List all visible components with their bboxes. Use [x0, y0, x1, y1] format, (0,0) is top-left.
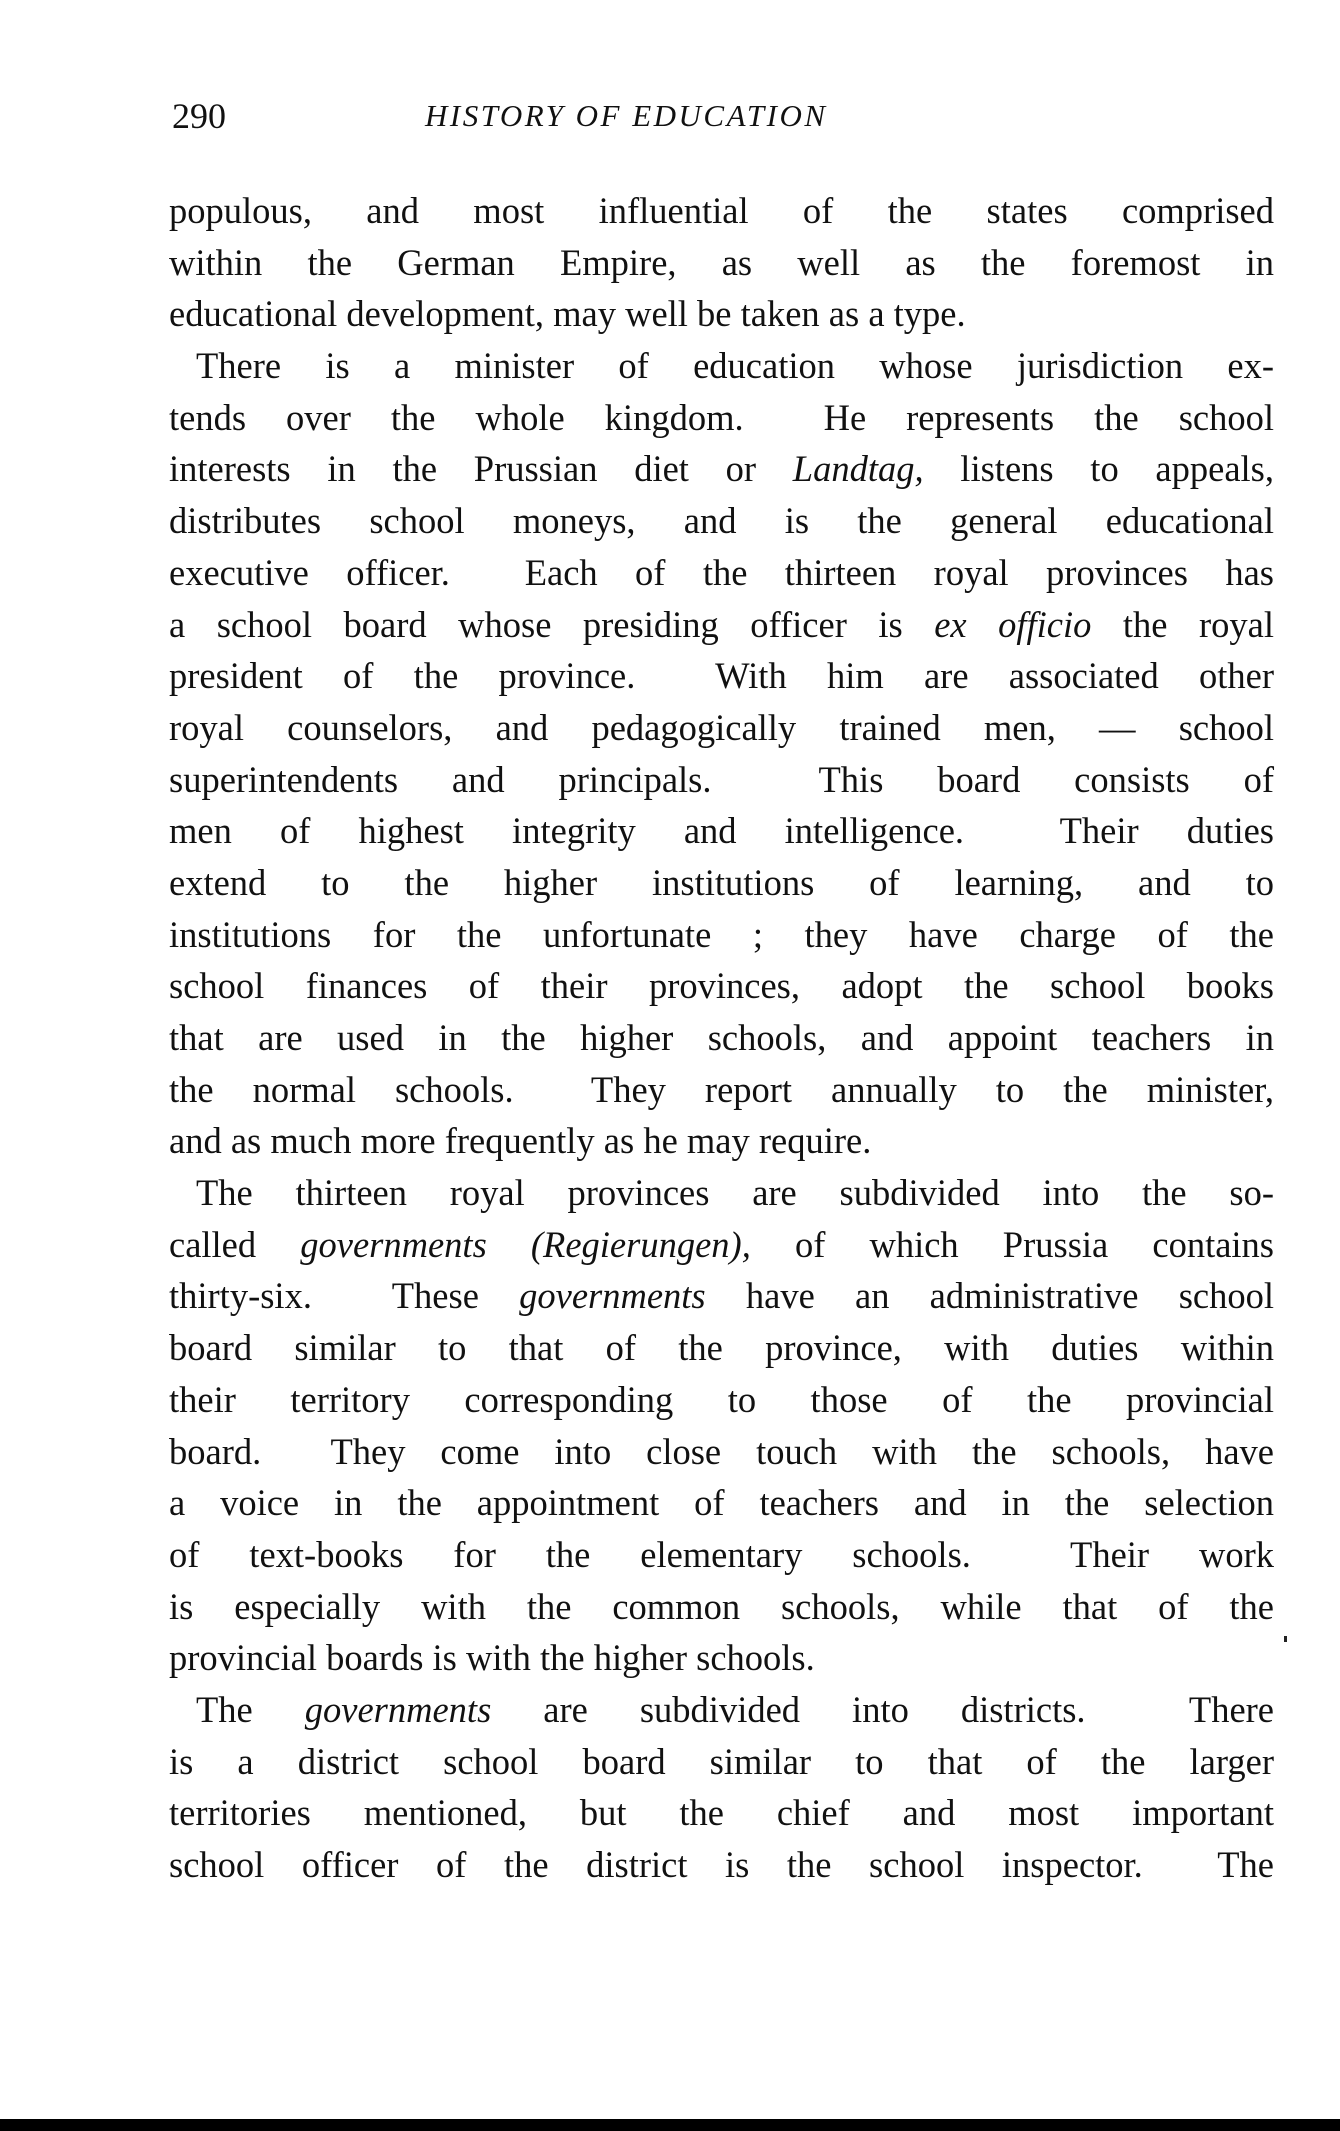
text-segment: their territory corresponding to those of the provincial [169, 1378, 1274, 1420]
text-line [169, 340, 1274, 392]
text-segment: school officer of the district is the school inspector. The [169, 1844, 1274, 1885]
scan-speck [1284, 1636, 1287, 1642]
italic-text: governments (Regierungen), [300, 1223, 751, 1265]
text-segment: interests in the Prussian diet or [169, 448, 793, 490]
italic-text: Landtag, [792, 448, 924, 490]
italic-text: ex officio [934, 603, 1092, 645]
text-line [169, 805, 1274, 857]
text-line [169, 857, 1274, 909]
text-segment: populous, and most influential of the states comprised [169, 190, 1274, 231]
text-segment: called [169, 1223, 301, 1265]
text-segment: are subdivided into districts. There [491, 1688, 1275, 1730]
text-segment: and as much more frequently as he may require. [169, 1120, 872, 1162]
text-line [169, 443, 1274, 495]
text-line [169, 1064, 1274, 1116]
text-line [169, 288, 1274, 340]
text-line [169, 1477, 1274, 1529]
text-segment: the normal schools. They report annually to the minister, [169, 1068, 1274, 1110]
text-line [169, 754, 1274, 806]
text-segment: superintendents and principals. This board consists of [169, 758, 1274, 800]
text-segment: extend to the higher institutions of learning, and to [169, 861, 1274, 903]
scan-edge-bar [0, 2119, 1340, 2131]
text-line [169, 1012, 1274, 1064]
text-line [169, 1632, 1274, 1684]
text-line [169, 1529, 1274, 1581]
text-segment: territories mentioned, but the chief and most important [169, 1792, 1274, 1834]
text-line [169, 547, 1274, 599]
text-line [169, 1270, 1274, 1322]
text-line [169, 599, 1274, 651]
text-segment: The thirteen royal provinces are subdivided into the so- [196, 1172, 1274, 1214]
text-segment: school finances of their provinces, adopt the school books [169, 965, 1274, 1007]
running-title: HISTORY OF EDUCATION [425, 98, 828, 133]
text-line [169, 960, 1274, 1012]
text-segment: educational development, may well be taken as a type. [169, 293, 966, 335]
text-segment: a voice in the appointment of teachers and in the selection [169, 1482, 1274, 1524]
italic-text: governments [304, 1688, 492, 1730]
text-line [169, 702, 1274, 754]
text-line [169, 1684, 1274, 1736]
text-line [169, 1374, 1274, 1426]
text-segment: board. They come into close touch with the schools, have [169, 1430, 1274, 1472]
text-line [169, 909, 1274, 961]
text-line [169, 1581, 1274, 1633]
text-segment: institutions for the unfortunate ; they have charge of the [169, 913, 1274, 955]
text-segment: The [196, 1688, 305, 1730]
text-line [169, 495, 1274, 547]
text-line [169, 1839, 1274, 1891]
text-segment: within the German Empire, as well as the foremost in [169, 241, 1274, 283]
text-line [169, 1167, 1274, 1219]
text-segment: the royal [1091, 603, 1274, 645]
text-segment: board similar to that of the province, with duties within [169, 1327, 1274, 1369]
text-segment: of text-books for the elementary schools. Their work [169, 1533, 1274, 1575]
body-text [169, 185, 1274, 1891]
text-segment: a school board whose presiding officer is [169, 603, 935, 645]
text-line [169, 1115, 1274, 1167]
text-segment: distributes school moneys, and is the general educational [169, 500, 1274, 542]
text-segment: provincial boards is with the higher schools. [169, 1637, 815, 1679]
text-line [169, 650, 1274, 702]
text-line [169, 1426, 1274, 1478]
text-line [169, 1736, 1274, 1788]
text-line [169, 1219, 1274, 1271]
text-segment: executive officer. Each of the thirteen royal provinces has [169, 551, 1274, 593]
text-segment: royal counselors, and pedagogically trained men, — school [169, 706, 1274, 748]
text-line [169, 1322, 1274, 1374]
text-line [169, 185, 1274, 237]
text-segment: of which Prussia contains [750, 1223, 1275, 1265]
text-segment: is a district school board similar to that of the larger [169, 1740, 1274, 1782]
text-segment: tends over the whole kingdom. He represents the school [169, 396, 1274, 438]
italic-text: governments [519, 1275, 706, 1317]
text-segment: listens to appeals, [923, 448, 1274, 490]
text-line [169, 1787, 1274, 1839]
text-line [169, 237, 1274, 289]
text-line [169, 392, 1274, 444]
text-segment: that are used in the higher schools, and appoint teachers in [169, 1017, 1274, 1058]
text-segment: thirty-six. These [169, 1275, 520, 1317]
text-segment: president of the province. With him are associated other [169, 655, 1274, 697]
text-segment: men of highest integrity and intelligence. Their duties [169, 810, 1274, 852]
text-segment: is especially with the common schools, while that of the [169, 1585, 1274, 1627]
text-segment: There is a minister of education whose jurisdiction ex- [196, 345, 1274, 387]
page-number: 290 [172, 96, 226, 136]
text-segment: have an administrative school [705, 1275, 1274, 1317]
